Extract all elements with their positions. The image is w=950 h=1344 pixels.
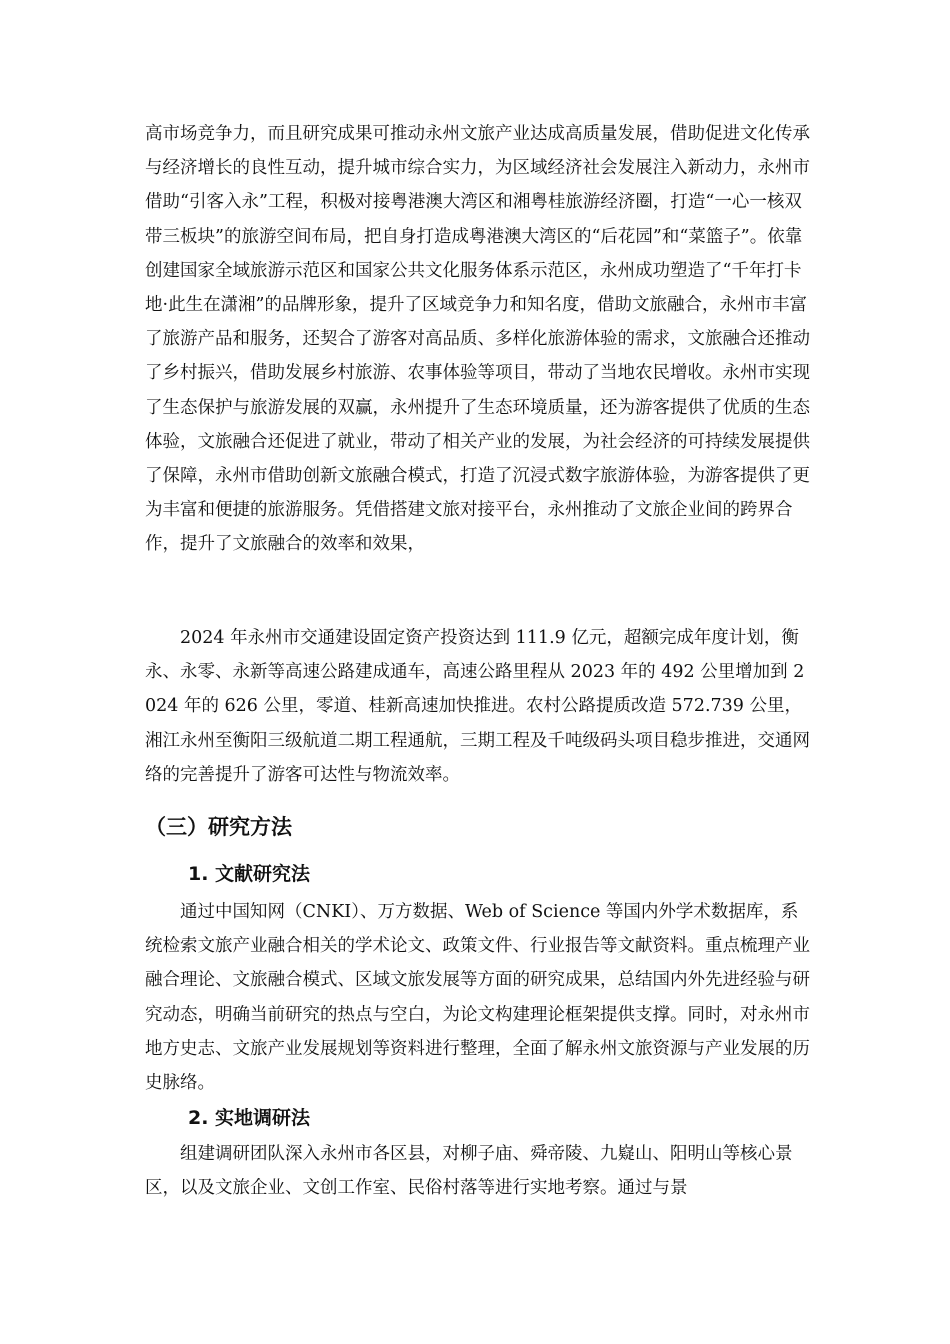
- subheading-field-research: 2. 实地调研法: [188, 1107, 311, 1129]
- subheading-literature-research: 1. 文献研究法: [188, 863, 311, 885]
- section-heading-research-methods: （三）研究方法: [145, 815, 292, 839]
- paragraph-literature-research: 通过中国知网（CNKI）、万方数据、Web of Science 等国内外学术数据库，系统检索文旅产业融合相关的学术论文、政策文件、行业报告等文献资料。重点梳理产业融合理论、文旅融合模式、区域文旅发展等方面的研究成果，总结国内外先进经验与研究动态，明确当前研究的热点与空白，为论文构建理论框架提供支撑。同时，对永州市地方史志、文旅产业发展规划等资料进行整理，全面了解永州文旅资源与产业发展的历史脉络。: [145, 902, 810, 1094]
- paragraph-culture-tourism-impact: 高市场竞争力，而且研究成果可推动永州文旅产业达成高质量发展，借助促进文化传承与经济增长的良性互动，提升城市综合实力，为区域经济社会发展注入新动力，永州市借助“引客入永”工程，积极对接粤港澳大湾区和湘粤桂旅游经济圈，打造“一心一核双带三板块”的旅游空间布局，把自身打造成粤港澳大湾区的“后花园”和“菜篮子”。依靠创建国家全域旅游示范区和国家公共文化服务体系示范区，永州成功塑造了“千年打卡地·此生在潇湘”的品牌形象，提升了区域竞争力和知名度，借助文旅融合，永州市丰富了旅游产品和服务，还契合了游客对高品质、多样化旅游体验的需求，文旅融合还推动了乡村振兴，借助发展乡村旅游、农事体验等项目，带动了当地农民增收。永州市实现了生态保护与旅游发展的双赢，永州提升了生态环境质量，还为游客提供了优质的生态体验，文旅融合还促进了就业，带动了相关产业的发展，为社会经济的可持续发展提供了保障，永州市借助创新文旅融合模式，打造了沉浸式数字旅游体验，为游客提供了更为丰富和便捷的旅游服务。凭借搭建文旅对接平台，永州推动了文旅企业间的跨界合作，提升了文旅融合的效率和效果，: [145, 124, 810, 555]
- paragraph-field-research: 组建调研团队深入永州市各区县，对柳子庙、舜帝陵、九嶷山、阳明山等核心景区，以及文旅企业、文创工作室、民俗村落等进行实地考察。通过与景: [145, 1144, 793, 1199]
- paragraph-transport-investment: 2024 年永州市交通建设固定资产投资达到 111.9 亿元，超额完成年度计划，衡永、永零、永新等高速公路建成通车，高速公路里程从 2023 年的 492 公里增加到 2024 年的 626 公里，零道、桂新高速加快推进。农村公路提质改造 572.739 公里，湘江永州至衡阳三级航道二期工程通航，三期工程及千吨级码头项目稳步推进，交通网络的完善提升了游客可达性与物流效率。: [145, 628, 810, 785]
